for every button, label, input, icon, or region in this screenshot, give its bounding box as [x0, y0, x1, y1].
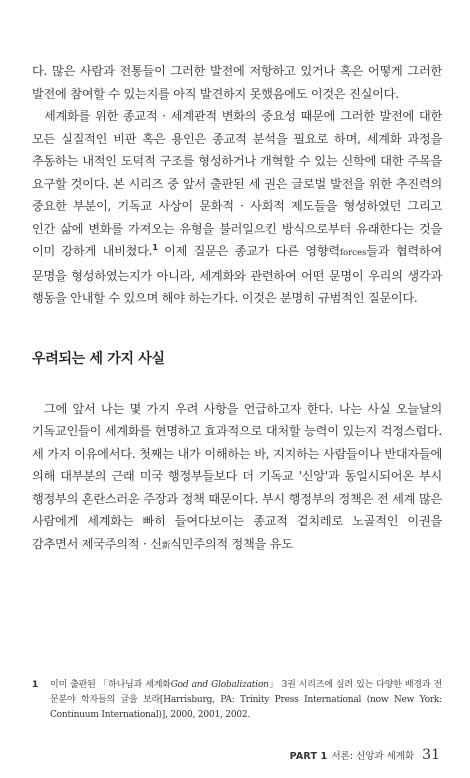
footnote-ref-1[interactable]: 1 [152, 242, 158, 252]
footnote-book-title: God and Globalization [170, 680, 269, 690]
paragraph-1-text: 다. 많은 사람과 전통들이 그러한 발전에 저항하고 있거나 혹은 어떻게 그러한 발전에 참여할 수 있는지를 아직 발견하지 못했음에도 이것은 진실이다. [32, 64, 442, 101]
footnote-text-b: 」 3권 시리즈에 실려 있는 다양한 배경과 전문분야 학자들의 글을 보라[Harrisburg, PA: Trinity Press International (now New York: Continuum International)], 2000, 2001, 2002. [50, 680, 442, 720]
paragraph-3-text-a: 그에 앞서 나는 몇 가지 우려 사항을 언급하고자 한다. 나는 사실 오늘날의 기독교인들이 세계화를 현명하고 효과적으로 대처할 능력이 있는지 걱정스럽다. 세 가지 이유에서다. 첫째는 내가 이해하는 바, 지지하는 사람들이나 반대자들에 의해 대부분의 근래 미국 행정부들보다 더 기독교 '신앙'과 동일시되어온 부시 행정부의 혼란스러운 주장과 정책 때문이다. 부시 행정부의 정책은 전 세계 많은 사람에게 세계화는 빠히 들여다보이는 종교적 겉치레로 노골적인 이권을 감추면서 제국주의적 · 신 [32, 401, 442, 551]
page-number: 31 [422, 747, 440, 763]
paragraph-2-text-b: 이제 질문은 종교가 다른 영향력 [157, 244, 340, 258]
paragraph-3 [32, 398, 442, 558]
footnote-text [50, 678, 442, 723]
page-body [32, 60, 442, 557]
footer-chapter-title: 서론: 신앙과 세계화 [331, 751, 415, 762]
footer-part-label: PART 1 [289, 751, 328, 762]
running-footer [290, 747, 440, 763]
paragraph-2 [32, 105, 442, 310]
paragraph-3-gloss-hanja: 新 [161, 540, 171, 551]
paragraph-2-text-a: 세계화를 위한 종교적 · 세계관적 변화의 중요성 때문에 그러한 발전에 대한 모든 실질적인 비판 혹은 용인은 종교적 분석을 필요로 하며, 세계화 과정을 추동하는 내적인 도덕적 구조를 형성하거나 개혁할 수 있는 신학에 대한 주목을 요구할 것이다. 본 시리즈 중 앞서 출판된 세 권은 글로벌 발전을 위한 추진력의 중요한 부분이, 기독교 사상이 문화적 · 사회적 제도들을 형성하였던 그리고 인간 삶에 변화를 가져오는 유형을 불러일으킨 방식으로부터 유래한다는 것을 이미 강하게 내비쳤다. [32, 109, 442, 258]
footnote-1 [32, 678, 442, 723]
paragraph-1 [32, 60, 442, 105]
section-heading: 우려되는 세 가지 사실 [32, 350, 165, 367]
footnote-number: 1 [32, 680, 39, 690]
footnotes [32, 678, 442, 723]
paragraph-3-text-b: 식민주의적 정책을 유도 [170, 536, 293, 551]
footnote-text-a: 이미 출판된 「하나님과 세계화 [50, 680, 171, 690]
paragraph-2-gloss-forces: forces [339, 248, 367, 258]
paragraph-2-text-c: 들과 협력하여 문명을 형성하였는지가 아니라, 세계화와 관련하여 어떤 문명이 우리의 생각과 행동을 안내할 수 있으며 해야 하는가다. 이것은 분명히 규범적인 질문이다. [32, 244, 443, 305]
